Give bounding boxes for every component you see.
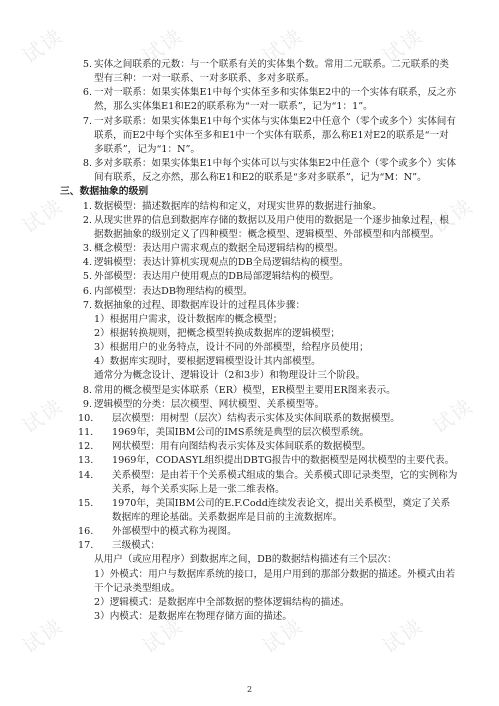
list-item xyxy=(78,412,458,426)
item-number: 9. xyxy=(82,398,92,410)
design-step: 1）根据用户需求，设计数据库的概念模型； xyxy=(94,313,283,325)
item-text: 1970年，美国IBM公司的E.F.Codd连续发表论文，提出关系模型，奠定了关系数据库的理论基础。关系数据库是目前的主流数据库。 xyxy=(112,497,451,523)
item-text: 多对多联系：如果实体集E1中每个实体可以与实体集E2中任意个（零个或多个）实体间有联系，反之亦然，那么称E1和E2的联系是“多对多联系”，记为“M：N”。 xyxy=(94,158,456,184)
item-text: 外部模型：表达用户使用观点的DB局部逻辑结构的模型。 xyxy=(94,271,339,283)
list-item xyxy=(78,539,458,553)
schema-item: 1）外模式：用户与数据库系统的接口，是用户用到的那部分数据的描述。外模式由若干个记录类型组成。 xyxy=(94,568,456,594)
schema-item: 2）逻辑模式：是数据库中全部数据的整体逻辑结构的描述。 xyxy=(94,596,350,608)
list-item xyxy=(78,157,458,185)
item-number: 13. xyxy=(78,455,94,467)
item-text: 关系模型：是由若干个关系模式组成的集合。关系模式即记录类型，它的实例称为关系，每个关系实际上是一张二维表格。 xyxy=(112,469,458,495)
page-number: 2 xyxy=(246,685,253,694)
watermark: 试读 xyxy=(137,613,188,659)
watermark: 试读 xyxy=(377,23,428,69)
item-number: 15. xyxy=(78,497,94,509)
item-text: 网状模型：用有向图结构表示实体及实体间联系的数据模型。 xyxy=(112,441,372,453)
item-text: 三级模式： xyxy=(112,540,160,552)
item-number: 4. xyxy=(82,257,92,269)
design-steps-note: 通常分为概念设计、逻辑设计（2和3步）和物理设计三个阶段。 xyxy=(94,370,366,382)
item-number: 14. xyxy=(78,469,94,481)
list-item xyxy=(78,299,458,313)
item-number: 3. xyxy=(82,243,92,255)
item-text: 数据模型：描述数据库的结构和定义，对现实世界的数据进行抽象。 xyxy=(94,200,382,212)
item-number: 8. xyxy=(82,384,92,396)
section-heading: 三、数据抽象的级别 xyxy=(60,186,149,198)
item-number: 1. xyxy=(82,200,92,212)
list-item xyxy=(78,525,458,539)
data-model-list xyxy=(78,200,458,625)
watermark: 试读 xyxy=(257,613,308,659)
watermark: 试读 xyxy=(17,193,68,239)
item-number: 5. xyxy=(82,59,92,70)
item-number: 6. xyxy=(82,285,92,297)
item-number: 2. xyxy=(82,214,92,226)
list-item xyxy=(78,426,458,440)
list-item xyxy=(78,242,458,256)
item-number: 10. xyxy=(78,412,94,424)
watermark: 试读 xyxy=(17,23,68,69)
design-step: 3）根据用户的业务特点，设计不同的外部模型，给程序员使用； xyxy=(94,342,369,354)
list-item xyxy=(78,115,458,157)
item-text: 层次模型：用树型（层次）结构表示实体及实体间联系的数据模型。 xyxy=(112,412,400,424)
list-item xyxy=(78,398,458,412)
watermark: 试读 xyxy=(17,393,68,439)
watermark: 试读 xyxy=(427,193,478,239)
schema-item: 3）内模式：是数据库在物理存储方面的描述。 xyxy=(94,611,292,623)
design-step: 2）根据转换规则，把概念模型转换成数据库的逻辑模型； xyxy=(94,327,340,339)
list-item xyxy=(78,497,458,525)
list-item xyxy=(78,200,458,214)
list-item xyxy=(78,384,458,398)
list-item xyxy=(78,86,458,114)
item-number: 11. xyxy=(78,427,94,439)
item-number: 8. xyxy=(82,158,92,170)
item-text: 1969年，CODASYL组织提出DBTG报告中的数据模型是网状模型的主要代表。 xyxy=(112,455,455,467)
item-number: 17. xyxy=(78,540,94,552)
item-text: 1969年，美国IBM公司的IMS系统是典型的层次模型系统。 xyxy=(112,427,370,439)
list-item xyxy=(78,454,458,468)
list-item xyxy=(78,469,458,497)
watermark: 试读 xyxy=(137,23,188,69)
schema-intro: 从用户（或应用程序）到数据库之间，DB的数据结构描述有三个层次： xyxy=(94,554,397,566)
watermark: 试读 xyxy=(427,393,478,439)
item-text: 数据抽象的过程、即数据库设计的过程具体步骤： xyxy=(94,299,306,311)
watermark: 试读 xyxy=(377,613,428,659)
list-item xyxy=(78,214,458,242)
item-text: 从现实世界的信息到数据库存储的数据以及用户使用的数据是一个逐步抽象过程，根据数据抽象的级别定义了四种模型：概念模型、逻辑模型、外部模型和内部模型。 xyxy=(94,214,449,240)
item-number: 7. xyxy=(82,115,92,127)
item-text: 概念模型：表达用户需求观点的数据全局逻辑结构的模型。 xyxy=(94,243,344,255)
item-text: 一对多联系：如果实体集E1中每个实体与实体集E2中任意个（零个或多个）实体间有联系，而E2中每个实体至多和E1中一个实体有联系，那么称E1对E2的联系是“一对多联系”，记为“1：N”。 xyxy=(94,115,456,155)
design-step: 4）数据库实现时，要根据逻辑模型设计其内部模型。 xyxy=(94,356,321,368)
list-item xyxy=(78,440,458,454)
watermark: 试读 xyxy=(257,23,308,69)
list-item xyxy=(78,270,458,284)
item-text: 实体之间联系的元数：与一个联系有关的实体集个数。常用二元联系。二元联系的类型有三种：一对一联系、一对多联系、多对多联系。 xyxy=(94,59,449,85)
item-text: 外部模型中的模式称为视图。 xyxy=(112,526,237,538)
item-text: 一对一联系：如果实体集E1中每个实体至多和实体集E2中的一个实体有联系，反之亦然，那么实体集E1和E2的联系称为“一对一联系”，记为“1：1”。 xyxy=(94,87,456,113)
entity-relationship-list xyxy=(78,58,458,185)
item-text: 逻辑模型的分类：层次模型、网状模型、关系模型等。 xyxy=(94,398,325,410)
item-number: 7. xyxy=(82,299,92,311)
item-number: 6. xyxy=(82,87,92,99)
item-number: 12. xyxy=(78,441,94,453)
list-item xyxy=(78,256,458,270)
item-number: 5. xyxy=(82,271,92,283)
item-text: 常用的概念模型是实体联系（ER）模型，ER模型主要用ER图来表示。 xyxy=(94,384,396,396)
item-number: 16. xyxy=(78,526,94,538)
list-item xyxy=(78,285,458,299)
watermark: 试读 xyxy=(17,613,68,659)
item-text: 内部模型：表达DB物理结构的模型。 xyxy=(94,285,253,297)
list-item xyxy=(78,58,458,86)
page-content xyxy=(60,58,458,624)
item-text: 逻辑模型：表达计算机实现观点的DB全局逻辑结构的模型。 xyxy=(94,257,349,269)
